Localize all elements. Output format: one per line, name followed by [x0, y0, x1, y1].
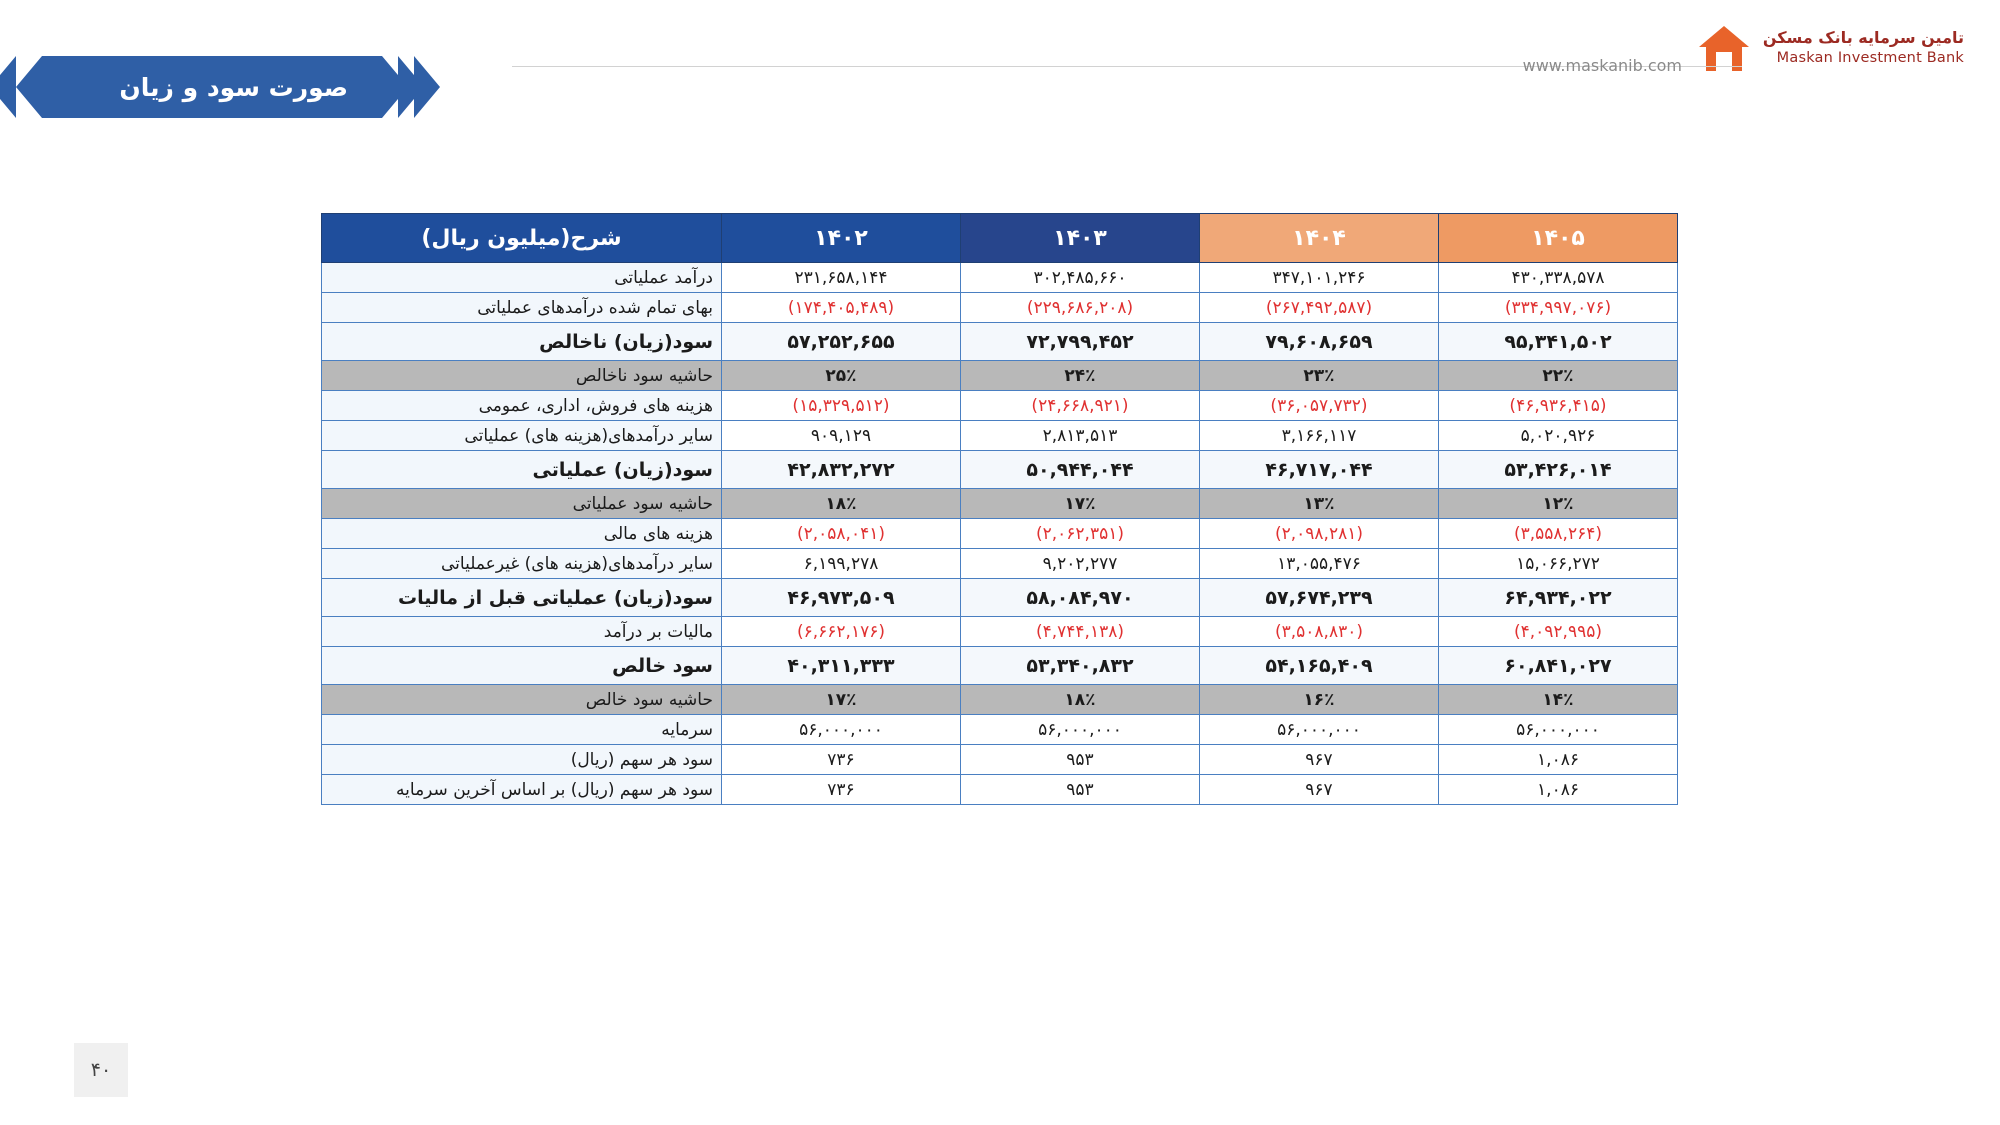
- table-row: [322, 647, 1678, 685]
- table-row: [322, 519, 1678, 549]
- table-cell-value: ۷۳۶: [722, 745, 961, 775]
- table-cell-value: ۳۴۷,۱۰۱,۲۴۶: [1200, 263, 1439, 293]
- table-cell-value: (۳۶,۰۵۷,۷۳۲): [1200, 391, 1439, 421]
- table-cell-value: ۵۸,۰۸۴,۹۷۰: [961, 579, 1200, 617]
- table-row: [322, 685, 1678, 715]
- col-header-1402: ۱۴۰۲: [722, 214, 961, 263]
- income-statement-table-container: [322, 213, 1678, 805]
- table-cell-value: (۳,۵۵۸,۲۶۴): [1439, 519, 1678, 549]
- table-cell-value: (۴,۷۴۴,۱۳۸): [961, 617, 1200, 647]
- table-cell-value: ۵۷,۶۷۴,۲۳۹: [1200, 579, 1439, 617]
- table-cell-value: ۵۳,۴۲۶,۰۱۴: [1439, 451, 1678, 489]
- table-cell-value: ۱۶٪: [1200, 685, 1439, 715]
- table-cell-value: (۲۶۷,۴۹۲,۵۸۷): [1200, 293, 1439, 323]
- table-cell-value: ۵۶,۰۰۰,۰۰۰: [722, 715, 961, 745]
- table-cell-value: ۲۴٪: [961, 361, 1200, 391]
- table-row: [322, 361, 1678, 391]
- table-cell-value: (۱۵,۳۲۹,۵۱۲): [722, 391, 961, 421]
- table-cell-value: ۵۳,۳۴۰,۸۳۲: [961, 647, 1200, 685]
- table-row: [322, 579, 1678, 617]
- table-cell-label: سرمایه: [322, 715, 722, 745]
- logo-title-en: Maskan Investment Bank: [1776, 50, 1964, 67]
- table-cell-label: سود(زیان) عملیاتی: [322, 451, 722, 489]
- table-cell-value: (۶,۶۶۲,۱۷۶): [722, 617, 961, 647]
- table-cell-value: ۱۷٪: [961, 489, 1200, 519]
- table-cell-value: (۱۷۴,۴۰۵,۴۸۹): [722, 293, 961, 323]
- logo-title-fa: تامین سرمایه بانک مسکن: [1762, 28, 1964, 48]
- table-cell-label: حاشیه سود ناخالص: [322, 361, 722, 391]
- table-row: [322, 715, 1678, 745]
- table-cell-value: ۴۰,۳۱۱,۳۳۳: [722, 647, 961, 685]
- table-cell-value: ۴۲,۸۳۲,۲۷۲: [722, 451, 961, 489]
- table-row: [322, 391, 1678, 421]
- chevron-icon: [0, 56, 16, 118]
- table-cell-value: ۱,۰۸۶: [1439, 775, 1678, 805]
- table-cell-label: هزینه های مالی: [322, 519, 722, 549]
- col-header-1403: ۱۴۰۳: [961, 214, 1200, 263]
- table-cell-label: سایر درآمدهای(هزینه های) غیرعملیاتی: [322, 549, 722, 579]
- table-cell-value: ۱۵,۰۶۶,۲۷۲: [1439, 549, 1678, 579]
- table-cell-value: ۲۵٪: [722, 361, 961, 391]
- chevron-icon: [16, 56, 42, 118]
- table-cell-value: (۲,۰۶۲,۳۵۱): [961, 519, 1200, 549]
- table-row: [322, 549, 1678, 579]
- table-cell-value: ۵۶,۰۰۰,۰۰۰: [1439, 715, 1678, 745]
- title-ribbon: [0, 56, 440, 118]
- table-cell-value: ۷۲,۷۹۹,۴۵۲: [961, 323, 1200, 361]
- website-url[interactable]: www.maskanib.com: [1522, 56, 1682, 75]
- table-cell-value: ۱,۰۸۶: [1439, 745, 1678, 775]
- table-cell-value: (۲۲۹,۶۸۶,۲۰۸): [961, 293, 1200, 323]
- table-cell-value: (۴۶,۹۳۶,۴۱۵): [1439, 391, 1678, 421]
- page-number: ۴۰: [74, 1043, 128, 1097]
- table-cell-value: (۴,۰۹۲,۹۹۵): [1439, 617, 1678, 647]
- table-body: [322, 263, 1678, 805]
- table-cell-value: ۷۹,۶۰۸,۶۵۹: [1200, 323, 1439, 361]
- table-cell-label: سود خالص: [322, 647, 722, 685]
- ribbon-right-chevrons: [0, 56, 42, 118]
- table-cell-value: ۶,۱۹۹,۲۷۸: [722, 549, 961, 579]
- table-cell-label: سود هر سهم (ریال) بر اساس آخرین سرمایه: [322, 775, 722, 805]
- chevron-icon: [382, 56, 408, 118]
- table-cell-value: ۱۳٪: [1200, 489, 1439, 519]
- table-cell-value: ۹۵,۳۴۱,۵۰۲: [1439, 323, 1678, 361]
- table-cell-value: ۵۷,۲۵۲,۶۵۵: [722, 323, 961, 361]
- table-header-row: [322, 214, 1678, 263]
- table-row: [322, 421, 1678, 451]
- table-cell-value: ۳۰۲,۴۸۵,۶۶۰: [961, 263, 1200, 293]
- table-cell-label: سود(زیان) ناخالص: [322, 323, 722, 361]
- page-header: [0, 0, 2000, 150]
- table-cell-label: حاشیه سود خالص: [322, 685, 722, 715]
- table-cell-value: ۱۷٪: [722, 685, 961, 715]
- table-row: [322, 263, 1678, 293]
- table-cell-value: ۹۶۷: [1200, 745, 1439, 775]
- table-cell-label: سایر درآمدهای(هزینه های) عملیاتی: [322, 421, 722, 451]
- col-header-1405: ۱۴۰۵: [1439, 214, 1678, 263]
- table-cell-value: ۶۴,۹۳۴,۰۲۲: [1439, 579, 1678, 617]
- table-cell-label: هزینه های فروش، اداری، عمومی: [322, 391, 722, 421]
- table-cell-value: ۵,۰۲۰,۹۲۶: [1439, 421, 1678, 451]
- table-cell-value: ۵۴,۱۶۵,۴۰۹: [1200, 647, 1439, 685]
- table-cell-label: سود هر سهم (ریال): [322, 745, 722, 775]
- table-cell-label: مالیات بر درآمد: [322, 617, 722, 647]
- table-cell-value: ۲۳٪: [1200, 361, 1439, 391]
- table-cell-value: ۱۴٪: [1439, 685, 1678, 715]
- table-cell-value: ۹۵۳: [961, 745, 1200, 775]
- table-cell-label: سود(زیان) عملیاتی قبل از مالیات: [322, 579, 722, 617]
- table-cell-value: (۳,۵۰۸,۸۳۰): [1200, 617, 1439, 647]
- table-cell-value: ۲۲٪: [1439, 361, 1678, 391]
- table-head: [322, 214, 1678, 263]
- table-cell-value: ۳,۱۶۶,۱۱۷: [1200, 421, 1439, 451]
- logo-text: [1763, 27, 1964, 68]
- table-cell-value: (۲,۰۵۸,۰۴۱): [722, 519, 961, 549]
- table-row: [322, 617, 1678, 647]
- table-row: [322, 293, 1678, 323]
- table-row: [322, 451, 1678, 489]
- table-cell-value: ۴۳۰,۳۳۸,۵۷۸: [1439, 263, 1678, 293]
- col-header-1404: ۱۴۰۴: [1200, 214, 1439, 263]
- table-cell-value: ۵۶,۰۰۰,۰۰۰: [961, 715, 1200, 745]
- table-cell-value: ۴۶,۹۷۳,۵۰۹: [722, 579, 961, 617]
- table-cell-value: ۱۸٪: [722, 489, 961, 519]
- table-cell-value: ۱۲٪: [1439, 489, 1678, 519]
- table-cell-value: (۲,۰۹۸,۲۸۱): [1200, 519, 1439, 549]
- table-cell-value: ۲۳۱,۶۵۸,۱۴۴: [722, 263, 961, 293]
- table-row: [322, 323, 1678, 361]
- table-cell-value: ۱۳,۰۵۵,۴۷۶: [1200, 549, 1439, 579]
- ribbon-bar: [42, 56, 382, 118]
- table-cell-value: ۴۶,۷۱۷,۰۴۴: [1200, 451, 1439, 489]
- income-statement-table: [321, 213, 1678, 805]
- table-cell-value: ۹۶۷: [1200, 775, 1439, 805]
- table-cell-value: (۲۴,۶۶۸,۹۲۱): [961, 391, 1200, 421]
- table-cell-value: ۹۰۹,۱۲۹: [722, 421, 961, 451]
- table-cell-value: ۵۰,۹۴۴,۰۴۴: [961, 451, 1200, 489]
- table-cell-label: حاشیه سود عملیاتی: [322, 489, 722, 519]
- ribbon-left-chevrons: [382, 56, 440, 118]
- table-cell-value: (۳۳۴,۹۹۷,۰۷۶): [1439, 293, 1678, 323]
- table-row: [322, 489, 1678, 519]
- table-cell-value: ۹۵۳: [961, 775, 1200, 805]
- table-row: [322, 745, 1678, 775]
- table-cell-value: ۵۶,۰۰۰,۰۰۰: [1200, 715, 1439, 745]
- table-row: [322, 775, 1678, 805]
- page-title: صورت سود و زیان: [119, 72, 348, 102]
- table-cell-value: ۹,۲۰۲,۲۷۷: [961, 549, 1200, 579]
- table-cell-value: ۷۳۶: [722, 775, 961, 805]
- table-cell-value: ۲,۸۱۳,۵۱۳: [961, 421, 1200, 451]
- table-cell-value: ۱۸٪: [961, 685, 1200, 715]
- table-cell-label: بهای تمام شده درآمدهای عملیاتی: [322, 293, 722, 323]
- col-header-description: شرح(میلیون ریال): [322, 214, 722, 263]
- table-cell-label: درآمد عملیاتی: [322, 263, 722, 293]
- table-cell-value: ۶۰,۸۴۱,۰۲۷: [1439, 647, 1678, 685]
